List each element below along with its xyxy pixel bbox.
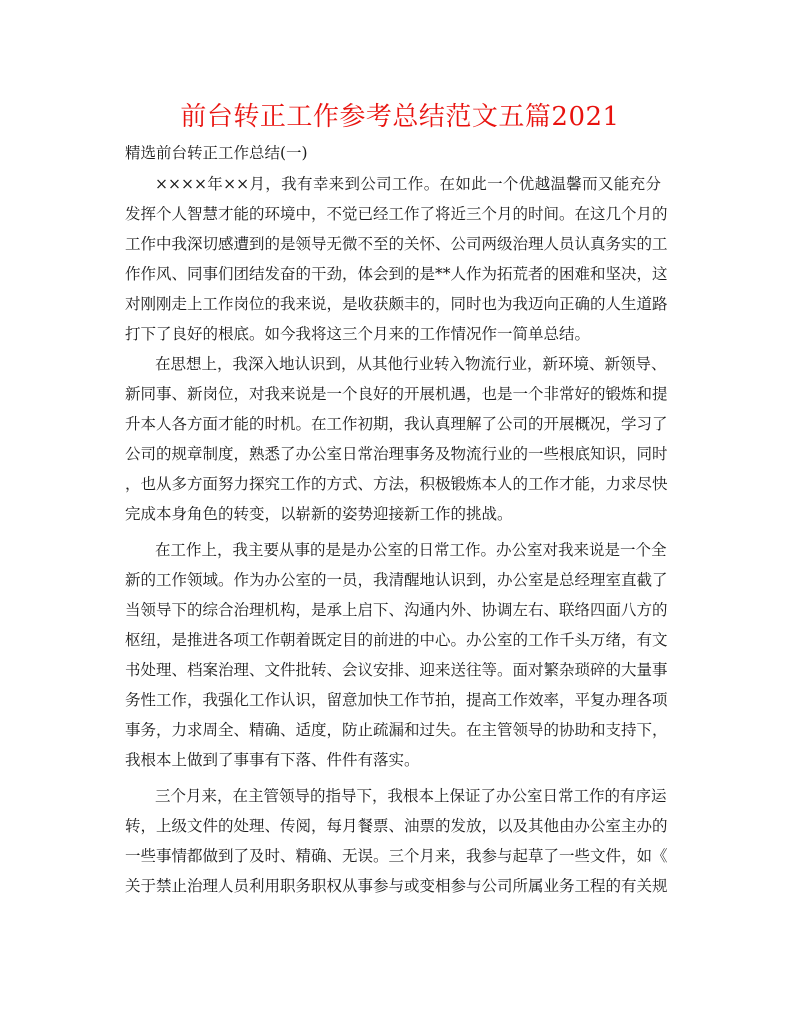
paragraph-line: 新的工作领域。作为办公室的一员，我清醒地认识到，办公室是总经理室直截了 [125, 571, 668, 589]
paragraph-line: 在工作上，我主要从事的是是办公室的日常工作。办公室对我来说是一个全 [155, 541, 667, 559]
paragraph-line: 三个月来，在主管领导的指导下，我根本上保证了办公室日常工作的有序运 [155, 787, 667, 805]
paragraph-line: 关于禁止治理人员利用职务职权从事参与或变相参与公司所属业务工程的有关规 [125, 877, 668, 895]
paragraph-line: 完成本身角色的转变，以崭新的姿势迎接新工作的挑战。 [125, 505, 513, 523]
paragraph-line: ××××年××月，我有幸来到公司工作。在如此一个优越温馨而又能充分 [155, 175, 661, 193]
paragraph-line: 务性工作，我强化工作认识，留意加快工作节拍，提高工作效率，平复办理各项 [125, 691, 668, 709]
section-heading: 精选前台转正工作总结(一) [125, 144, 308, 162]
paragraph-line: 新同事、新岗位，对我来说是一个良好的开展机遇，也是一个非常好的锻炼和提 [125, 385, 668, 403]
paragraph-line: 对刚刚走上工作岗位的我来说，是收获颇丰的，同时也为我迈向正确的人生道路 [125, 295, 668, 313]
paragraph-line: 作作风、同事们团结发奋的干劲，体会到的是**人作为拓荒者的困难和坚决，这 [125, 265, 668, 283]
paragraph-line: 发挥个人智慧才能的环境中，不觉已经工作了将近三个月的时间。在这几个月的 [125, 205, 668, 223]
document-title: 前台转正工作参考总结范文五篇2021 [180, 102, 620, 132]
paragraph-line: 事务，力求周全、精确、适度，防止疏漏和过失。在主管领导的协助和支持下， [125, 721, 668, 739]
paragraph-line: 升本人各方面才能的时机。在工作初期，我认真理解了公司的开展概况，学习了 [125, 415, 668, 433]
paragraph-line: 当领导下的综合治理机构，是承上启下、沟通内外、协调左右、联络四面八方的 [125, 601, 668, 619]
paragraph-line: 转，上级文件的处理、传阅，每月餐票、油票的发放，以及其他由办公室主办的 [125, 817, 668, 835]
paragraph-line: 我根本上做到了事事有下落、件件有落实。 [125, 751, 420, 769]
paragraph-line: 公司的规章制度，熟悉了办公室日常治理事务及物流行业的一些根底知识，同时 [125, 445, 668, 463]
paragraph-line: 书处理、档案治理、文件批转、会议安排、迎来送往等。面对繁杂琐碎的大量事 [125, 661, 668, 679]
paragraph-line: 一些事情都做到了及时、精确、无误。三个月来，我参与起草了一些文件，如《 [125, 847, 668, 865]
paragraph-line: 工作中我深切感遭到的是领导无微不至的关怀、公司两级治理人员认真务实的工 [125, 235, 668, 253]
paragraph-line: 打下了良好的根底。如今我将这三个月来的工作情况作一简单总结。 [125, 325, 591, 343]
paragraph-line: 在思想上，我深入地认识到，从其他行业转入物流行业，新环境、新领导、 [155, 355, 667, 373]
paragraph-line: 枢纽，是推进各项工作朝着既定目的前进的中心。办公室的工作千头万绪，有文 [125, 631, 668, 649]
paragraph-line: ，也从多方面努力探究工作的方式、方法，积极锻炼本人的工作才能，力求尽快 [125, 475, 668, 493]
